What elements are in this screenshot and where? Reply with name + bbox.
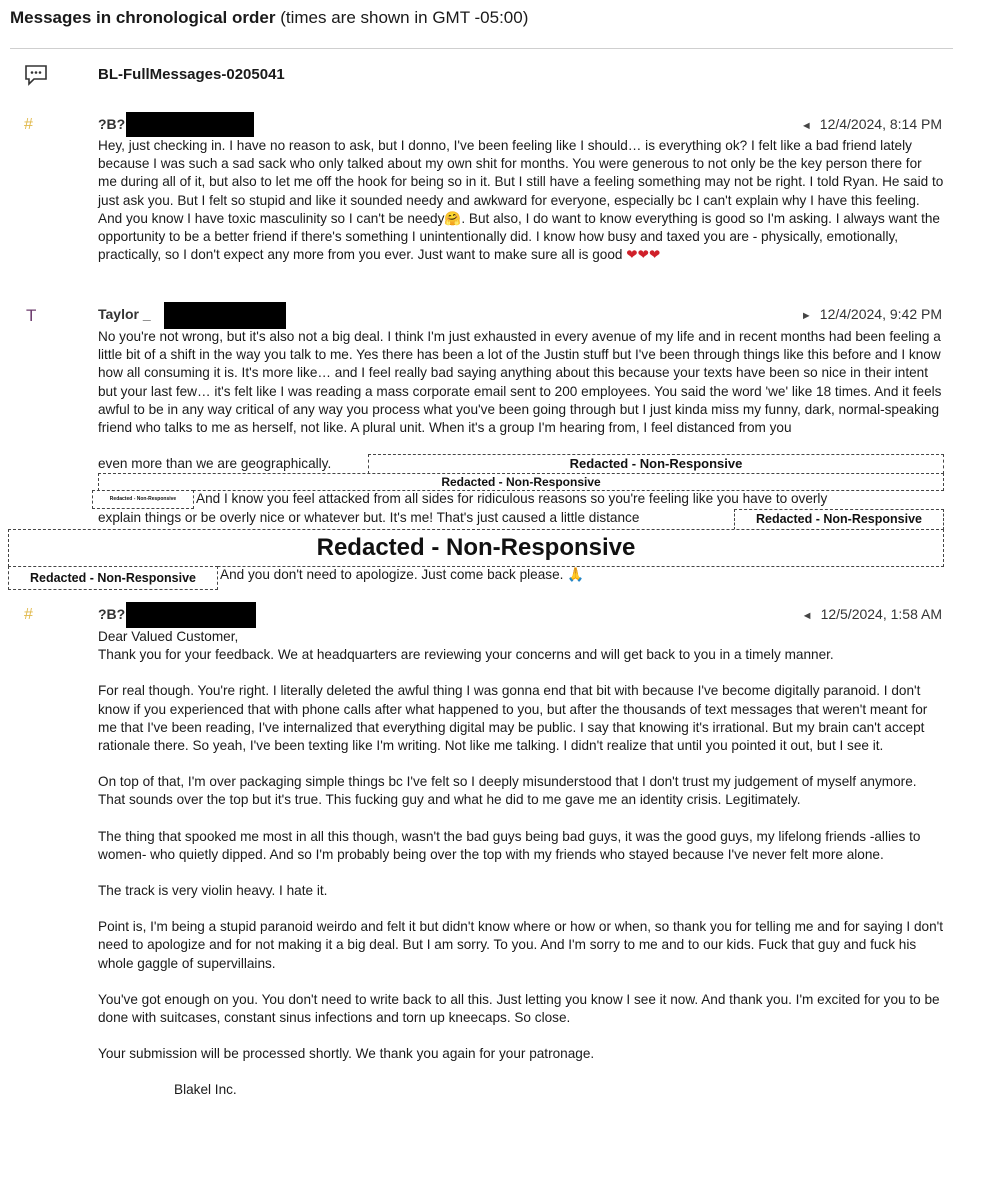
received-arrow-icon: ◄	[801, 610, 813, 622]
timestamp-text: 12/4/2024, 8:14 PM	[819, 116, 942, 132]
message-timestamp	[802, 606, 942, 622]
paragraph-gap	[98, 973, 944, 991]
redaction-bar	[164, 302, 286, 329]
paragraph-gap	[98, 864, 944, 882]
message-body	[98, 137, 944, 264]
paragraph: The thing that spooked me most in all this though, wasn't the bad guys being bad guys, it was the good guys, my lifelong friends -allies to women- who quietly dipped. And so I'm probably being over the top with my friends who stayed because I've never felt more alone.	[98, 828, 921, 862]
message-text: And you don't need to apologize. Just come back please.	[220, 567, 564, 582]
paragraph: For real though. You're right. I literally deleted the awful thing I was gonna end that bit with because I've become digitally paranoid. I don't know if you experienced that with phone calls after what happened to you, but after the thousands of text messages that weren't meant for me that I've been reading, I've internalized that everything digital may be public. I say that knowing it's irrational. But my brain can't accept rationale there. So yeah, I've been texting like I'm writing. Not like me talking. I didn't realize that until you pointed it out, but I see it.	[98, 683, 928, 754]
paragraph: Point is, I'm being a stupid paranoid weirdo and felt it but didn't know where or how or when, so thank you for telling me and for saying I don't need to apologize and for not making it a big deal. But I am sorry. To you. And I'm sorry to me and to our kids. Fuck that guy and fuck his whole gaggle of supervillains.	[98, 919, 944, 971]
message-sender: ?B?	[98, 116, 126, 132]
redaction-bar	[126, 112, 254, 137]
hash-icon: #	[24, 606, 33, 623]
redacted-box: Redacted - Non-Responsive	[734, 509, 944, 530]
page-header	[10, 8, 528, 28]
message-body	[98, 328, 944, 437]
chat-bubble-icon	[24, 64, 48, 86]
signature: Blakel Inc.	[174, 1082, 237, 1098]
message-line: explain things or be overly nice or whatever but. It's me! That's just caused a little distance	[98, 510, 640, 525]
message-line	[220, 566, 584, 584]
message-line: And I know you feel attacked from all sides for ridiculous reasons so you're feeling like you have to overly	[196, 491, 828, 506]
paragraph-gap	[98, 755, 944, 773]
paragraph: The track is very violin heavy. I hate it.	[98, 883, 328, 899]
hug-emoji-icon: 🤗	[444, 210, 462, 226]
sent-arrow-icon: ►	[800, 310, 812, 322]
paragraph-gap	[98, 810, 944, 828]
paragraph: Your submission will be processed shortly. We thank you again for your patronage.	[98, 1046, 595, 1062]
message-body	[98, 628, 944, 1100]
paragraph-gap	[98, 1063, 944, 1081]
paragraph: You've got enough on you. You don't need to write back to all this. Just letting you know I see it now. And thank you. I'm excited for you to be done with suitcases, constant sinus infections and torn up kneecaps. So close.	[98, 991, 940, 1026]
message-text-continued: . But also, I do want to know everything is good so I'm asking. I always want the opportunity to be a better friend if there's something I unintentionally did. I know how busy and taxed you are - physically, emotionally, practically, so I don't expect any more from you ever. Just want to make sure all is good	[98, 210, 940, 263]
redacted-box: Redacted - Non-Responsive	[368, 454, 944, 474]
redaction-bar	[126, 602, 256, 628]
paragraph-gap	[98, 1027, 944, 1045]
paragraph: Thank you for your feedback. We at headquarters are reviewing your concerns and will get back to you in a timely manner.	[98, 647, 834, 663]
hearts-emoji-icon: ❤❤❤	[626, 247, 661, 263]
message-timestamp	[801, 116, 942, 132]
thread-title: BL-FullMessages-0205041	[98, 66, 285, 83]
hash-icon: #	[24, 116, 33, 133]
received-arrow-icon: ◄	[800, 120, 812, 132]
redacted-box: Redacted - Non-Responsive	[8, 566, 218, 590]
header-title: Messages in chronological order	[10, 8, 276, 27]
praying-hands-emoji-icon: 🙏	[567, 567, 585, 582]
redacted-box: Redacted - Non-Responsive	[92, 490, 194, 509]
message-text: Hey, just checking in. I have no reason to ask, but I donno, I've been feeling like I should… is everything ok? I felt like a bad friend lately because I was such a sad sack who only talked about my own shit for months. You were generous to not only be the key person there for me during all of it, but also to let me off the hook for being so in it. But I still have a feeling something may not be right. I told Ryan. He said to just ask you. But I felt so stupid and like it sounded needy and awkward for everyone, especially bc I can't explain why I have this feeling. And you know I have toxic masculinity so I can't be needy	[98, 138, 944, 226]
message-sender: ?B?	[98, 606, 126, 622]
paragraph: Dear Valued Customer,	[98, 629, 239, 644]
header-divider	[10, 48, 953, 49]
paragraph-gap	[98, 664, 944, 682]
t-icon: T	[26, 306, 37, 325]
timestamp-text: 12/5/2024, 1:58 AM	[820, 606, 942, 622]
redacted-box: Redacted - Non-Responsive	[98, 473, 944, 491]
header-timezone: (times are shown in GMT -05:00)	[280, 8, 529, 27]
message-sender: Taylor _	[98, 306, 151, 322]
paragraph-gap	[98, 900, 944, 918]
redacted-box-large: Redacted - Non-Responsive	[8, 529, 944, 567]
message-line: even more than we are geographically.	[98, 456, 332, 471]
message-timestamp	[801, 306, 942, 322]
paragraph: On top of that, I'm over packaging simple things bc I've felt so I deeply misunderstood that I don't trust my judgement of myself anymore. That sounds over the top but it's true. This fucking guy and what he did to me gave me an identity crisis. Legitimately.	[98, 774, 917, 808]
timestamp-text: 12/4/2024, 9:42 PM	[819, 306, 942, 322]
message-text: No you're not wrong, but it's also not a big deal. I think I'm just exhausted in every avenue of my life and in recent months had been feeling a little bit of a shift in the way you talk to me. Yes there has been a lot of the Justin stuff but I've been through things like this before and I know how all consuming it is. It's more like… and I feel really bad saying anything about this because your texts have been so nice in their intent but your last few… it's felt like I was reading a mass corporate email sent to 200 employees. You said the word 'we' like 18 times. And it feels awful to be in any way critical of any way you process what you've been going through but I just kinda miss my funny, dark, normal-speaking friend who talks to me as herself, not like. A plural unit. When it's a group I'm hearing from, I feel distanced from you	[98, 329, 942, 436]
